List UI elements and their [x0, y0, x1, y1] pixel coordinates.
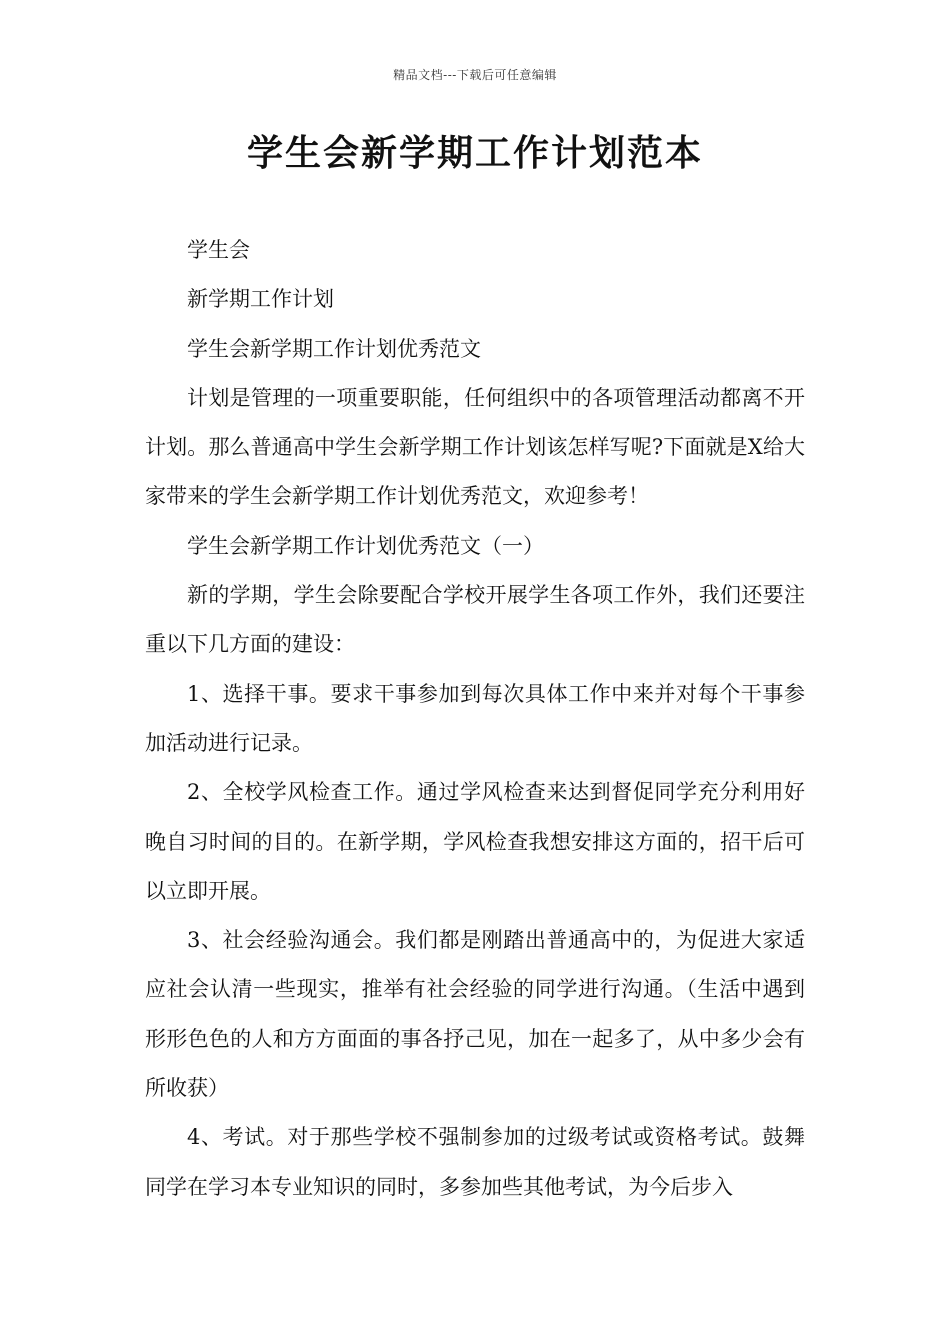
- paragraph: 新学期工作计划: [187, 287, 334, 312]
- document-body: [145, 226, 805, 1212]
- paragraph: 学生会: [187, 238, 250, 262]
- paragraph: 4、考试。对于那些学校不强制参加的过级考试或资格考试。鼓舞同学在学习本专业知识的同时，多参加些其他考试，为今后步入: [145, 1125, 805, 1199]
- paragraph: 2、全校学风检查工作。通过学风检查来达到督促同学充分利用好晚自习时间的目的。在新学期，学风检查我想安排这方面的，招干后可以立即开展。: [145, 780, 805, 903]
- paragraph: 1、选择干事。要求干事参加到每次具体工作中来并对每个干事参加活动进行记录。: [145, 681, 805, 755]
- paragraph: 新的学期，学生会除要配合学校开展学生各项工作外，我们还要注重以下几方面的建设：: [145, 583, 805, 657]
- document-title: 学生会新学期工作计划范本: [246, 132, 703, 174]
- paragraph: 学生会新学期工作计划优秀范文: [187, 336, 481, 361]
- header-note: 精品文档---下载后可任意编辑: [393, 68, 557, 82]
- paragraph: 计划是管理的一项重要职能，任何组织中的各项管理活动都离不开计划。那么普通高中学生会新学期工作计划该怎样写呢?下面就是X给大家带来的学生会新学期工作计划优秀范文，欢迎参考！: [145, 385, 805, 509]
- paragraph: 学生会新学期工作计划优秀范文（一）: [187, 533, 544, 558]
- paragraph: 3、社会经验沟通会。我们都是刚踏出普通高中的，为促进大家适应社会认清一些现实，推举有社会经验的同学进行沟通。（生活中遇到形形色色的人和方方面面的事各抒己见，加在一起多了，从中多少会有所收获）: [145, 928, 805, 1101]
